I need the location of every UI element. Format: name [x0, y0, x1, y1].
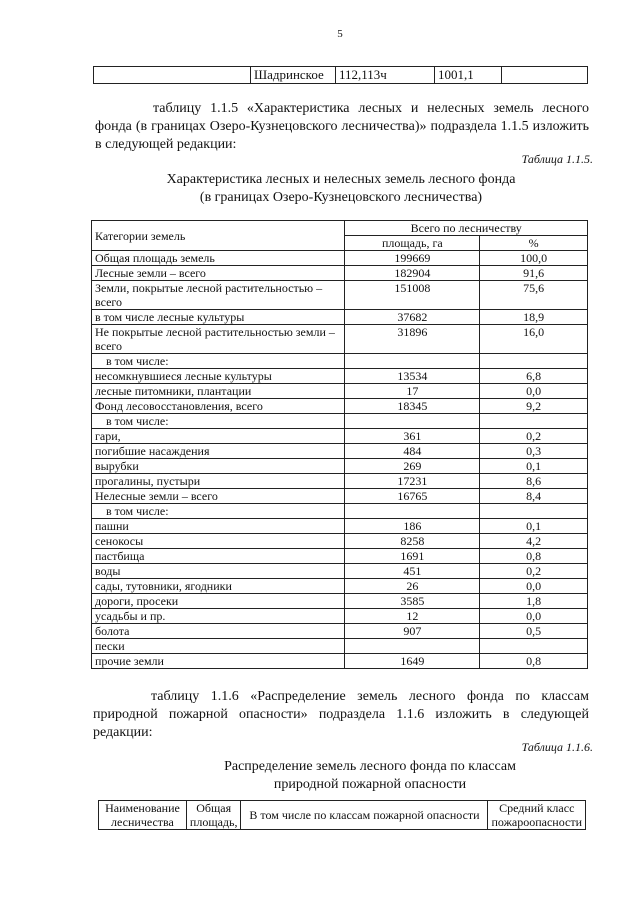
category-cell: гари,	[92, 429, 345, 444]
table-row	[92, 534, 588, 549]
category-cell: пастбища	[92, 549, 345, 564]
category-cell: в том числе:	[92, 414, 345, 429]
table-row	[92, 369, 588, 384]
area-cell: 451	[345, 564, 480, 579]
table-row	[92, 549, 588, 564]
percent-cell: 0,2	[480, 564, 588, 579]
forestry-name-cell: Шадринское	[251, 67, 336, 84]
header-percent: %	[480, 236, 588, 251]
area-cell	[345, 414, 480, 429]
percent-cell: 0,1	[480, 459, 588, 474]
percent-cell	[480, 639, 588, 654]
area-cell: 484	[345, 444, 480, 459]
table-row	[92, 266, 588, 281]
land-characteristics-table	[91, 220, 588, 669]
category-cell: усадьбы и пр.	[92, 609, 345, 624]
category-cell: сенокосы	[92, 534, 345, 549]
category-cell: погибшие насаждения	[92, 444, 345, 459]
table-row	[92, 444, 588, 459]
percent-cell	[480, 354, 588, 369]
area-cell: 269	[345, 459, 480, 474]
percent-cell: 0,2	[480, 429, 588, 444]
table-header-row	[99, 801, 586, 830]
table-row	[92, 251, 588, 266]
category-cell: прогалины, пустыри	[92, 474, 345, 489]
percent-cell: 0,5	[480, 624, 588, 639]
percent-cell: 100,0	[480, 251, 588, 266]
area-cell: 26	[345, 579, 480, 594]
table-title-1-1-6	[170, 758, 570, 794]
percent-cell: 75,6	[480, 281, 588, 310]
category-cell: прочие земли	[92, 654, 345, 669]
table-row	[92, 354, 588, 369]
area-cell: 12	[345, 609, 480, 624]
table-row	[92, 639, 588, 654]
area-cell: 17231	[345, 474, 480, 489]
paragraph-table-1-1-5: таблицу 1.1.5 «Характеристика лесных и нелесных земель лесного фонда (в границах Озеро-Кузнецовского лесничества)» подраздела 1.1.5 изложить в следующей редакции:	[95, 101, 589, 152]
table-header-row	[92, 221, 588, 236]
header-forestry: Наименование лесничества	[99, 801, 187, 830]
category-cell: в том числе:	[92, 504, 345, 519]
area-cell: 37682	[345, 310, 480, 325]
percent-cell: 4,2	[480, 534, 588, 549]
category-cell: в том числе:	[92, 354, 345, 369]
category-cell: болота	[92, 624, 345, 639]
area-cell: 8258	[345, 534, 480, 549]
category-cell: дороги, просеки	[92, 594, 345, 609]
table-row	[92, 281, 588, 310]
area-cell: 182904	[345, 266, 480, 281]
table-row	[92, 489, 588, 504]
area-cell: 199669	[345, 251, 480, 266]
table-title-line: (в границах Озеро-Кузнецовского лесничества)	[199, 190, 483, 205]
percent-cell: 8,4	[480, 489, 588, 504]
table-row	[92, 414, 588, 429]
table-row	[92, 519, 588, 534]
area-cell: 907	[345, 624, 480, 639]
table-row	[92, 310, 588, 325]
category-cell: в том числе лесные культуры	[92, 310, 345, 325]
header-total: Всего по лесничеству	[345, 221, 588, 236]
table-label-1-1-6: Таблица 1.1.6.	[521, 740, 593, 754]
category-cell: Не покрытые лесной растительностью земли – всего	[92, 325, 345, 354]
header-category: Категории земель	[92, 221, 345, 251]
table-row	[92, 459, 588, 474]
area-cell	[345, 504, 480, 519]
table-row	[92, 474, 588, 489]
percent-cell: 18,9	[480, 310, 588, 325]
percent-cell: 0,3	[480, 444, 588, 459]
area-cell	[345, 354, 480, 369]
percent-cell: 0,0	[480, 609, 588, 624]
area-cell: 112,113ч	[336, 67, 435, 84]
percent-cell: 9,2	[480, 399, 588, 414]
percent-cell: 8,6	[480, 474, 588, 489]
table-row	[92, 654, 588, 669]
table-row	[92, 564, 588, 579]
area-cell: 18345	[345, 399, 480, 414]
table-row	[94, 67, 588, 84]
category-cell: Лесные земли – всего	[92, 266, 345, 281]
table-title-line: Характеристика лесных и нелесных земель лесного фонда	[166, 172, 516, 187]
category-cell: пашни	[92, 519, 345, 534]
table-title-line: природной пожарной опасности	[273, 777, 467, 792]
percent-cell: 91,6	[480, 266, 588, 281]
percent-cell: 0,8	[480, 654, 588, 669]
area-cell: 13534	[345, 369, 480, 384]
category-cell: пески	[92, 639, 345, 654]
table-title-line: Распределение земель лесного фонда по классам	[224, 759, 516, 774]
percent-cell	[480, 504, 588, 519]
header-avg-class: Средний класс пожароопасности	[488, 801, 586, 830]
area-cell: 17	[345, 384, 480, 399]
header-total-area: Общая площадь,	[186, 801, 241, 830]
area-cell: 16765	[345, 489, 480, 504]
header-classes: В том числе по классам пожарной опасности	[241, 801, 488, 830]
header-area: площадь, га	[345, 236, 480, 251]
area-cell: 1691	[345, 549, 480, 564]
percent-cell: 0,0	[480, 384, 588, 399]
category-cell: Фонд лесовосстановления, всего	[92, 399, 345, 414]
previous-table-fragment	[93, 66, 588, 84]
table-row	[92, 624, 588, 639]
paragraph-table-1-1-6: таблицу 1.1.6 «Распределение земель лесного фонда по классам природной пожарной опасности» подраздела 1.1.6 изложить в следующей редакции:	[93, 689, 589, 740]
table-row	[92, 594, 588, 609]
category-cell: вырубки	[92, 459, 345, 474]
category-cell: сады, тутовники, ягодники	[92, 579, 345, 594]
area-cell	[345, 639, 480, 654]
table-title-1-1-5	[93, 171, 589, 207]
table-row	[92, 579, 588, 594]
percent-cell: 16,0	[480, 325, 588, 354]
category-cell: лесные питомники, плантации	[92, 384, 345, 399]
area-cell: 31896	[345, 325, 480, 354]
page-number: 5	[337, 28, 343, 40]
fire-danger-table	[98, 800, 586, 830]
area-cell: 1649	[345, 654, 480, 669]
percent-cell: 0,8	[480, 549, 588, 564]
area-cell: 3585	[345, 594, 480, 609]
percent-cell: 1,8	[480, 594, 588, 609]
category-cell: Земли, покрытые лесной растительностью – всего	[92, 281, 345, 310]
category-cell: Нелесные земли – всего	[92, 489, 345, 504]
area-cell: 186	[345, 519, 480, 534]
area-cell: 361	[345, 429, 480, 444]
table-row	[92, 609, 588, 624]
table-row	[92, 325, 588, 354]
area-cell: 151008	[345, 281, 480, 310]
table-row	[92, 504, 588, 519]
table-row	[92, 429, 588, 444]
value-cell: 1001,1	[435, 67, 502, 84]
table-label-1-1-5: Таблица 1.1.5.	[521, 152, 593, 166]
percent-cell: 0,1	[480, 519, 588, 534]
percent-cell	[480, 414, 588, 429]
table-row	[92, 384, 588, 399]
percent-cell: 0,0	[480, 579, 588, 594]
table-row	[92, 399, 588, 414]
category-cell: несомкнувшиеся лесные культуры	[92, 369, 345, 384]
category-cell: воды	[92, 564, 345, 579]
percent-cell: 6,8	[480, 369, 588, 384]
category-cell: Общая площадь земель	[92, 251, 345, 266]
